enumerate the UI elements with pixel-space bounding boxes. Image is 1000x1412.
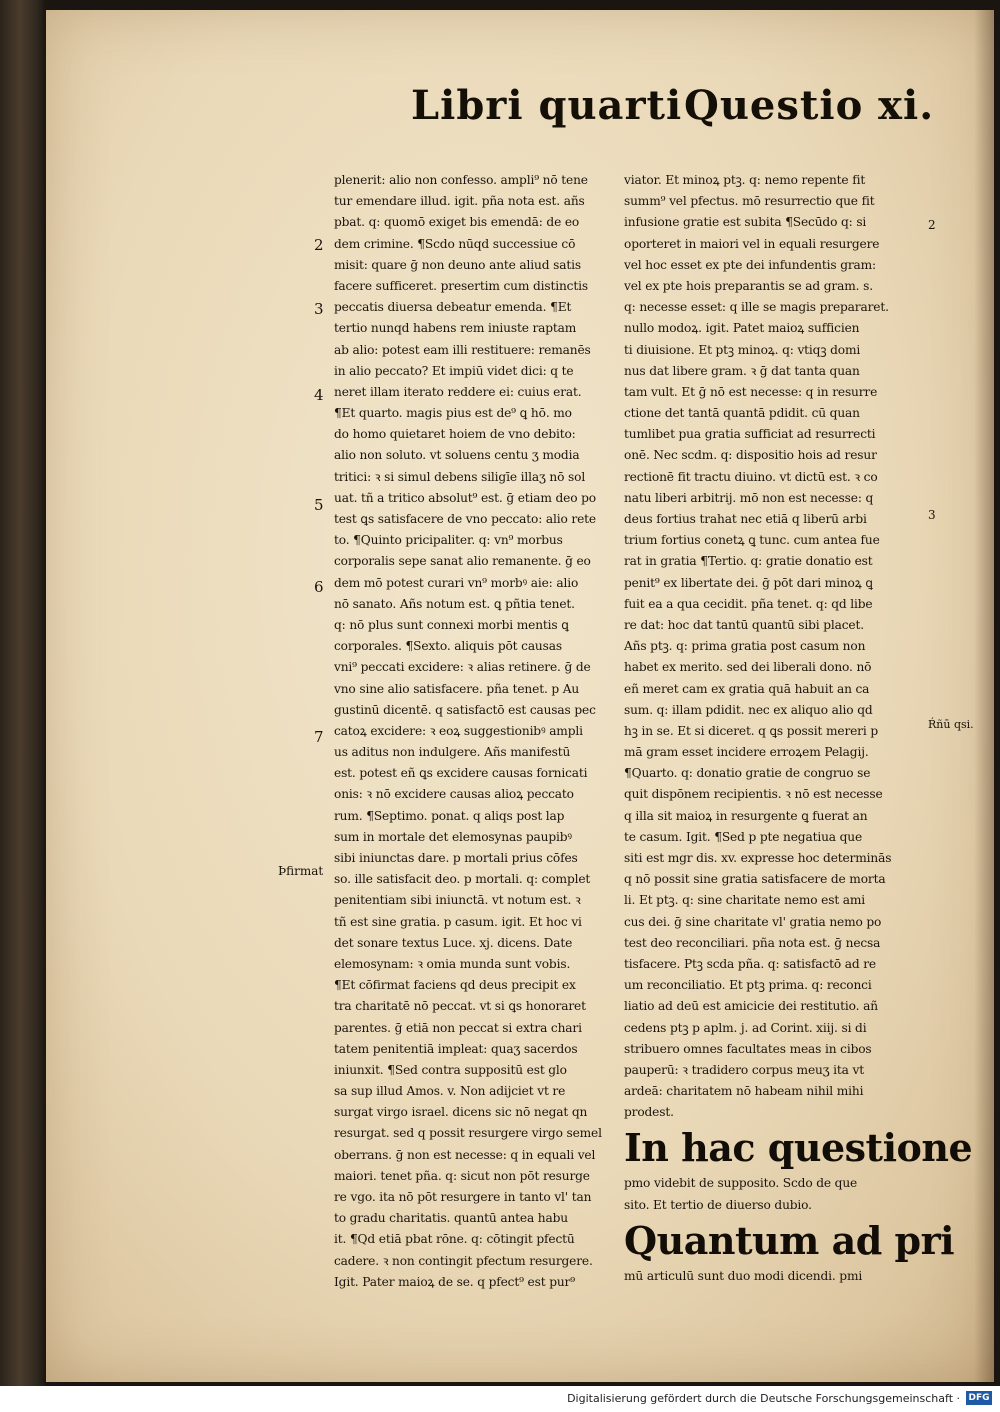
- text-line: infusione gratie est subita ¶Secūdo q: si: [624, 215, 867, 230]
- margin-number-4: 4: [314, 386, 324, 404]
- text-line: summ⁹ vel pfectus. mō resurrectio que fit: [624, 194, 875, 209]
- margin-number-2: 2: [314, 236, 324, 254]
- text-line: gustinū dicentē. q satisfactō est causas pec: [334, 702, 596, 717]
- text-line: ¶Et cōfirmat faciens qd deus precipit ex: [334, 978, 576, 993]
- text-line: tam vult. Et ḡ nō est necesse: q in resurre: [624, 384, 878, 399]
- text-line: pauperū: ꝛ tradidero corpus meuʒ ita vt: [624, 1062, 864, 1077]
- text-line: sa sup illud Amos. v. Non adijciet vt re: [334, 1084, 566, 1099]
- text-line: est. potest eñ ꝗs excidere causas fornicati: [334, 766, 588, 781]
- text-line: rat in gratia ¶Tertio. q: gratie donatio est: [624, 554, 873, 569]
- text-line: q: necesse esset: q ille se magis prepararet.: [624, 300, 889, 315]
- text-line: ti diuisione. Et ptꝫ minoꝝ. q: vtiqꝫ domi: [624, 342, 861, 357]
- text-line: vel hoc esset ex pte dei infundentis gram:: [624, 257, 876, 272]
- text-line: te casum. Igit. ¶Sed p pte negatiua que: [624, 829, 863, 844]
- text-line: sito. Et tertio de diuerso dubio.: [624, 1197, 812, 1212]
- text-line: re vgo. ita nō pōt resurgere in tanto vl' tan: [334, 1190, 592, 1204]
- text-line: ab alio: potest eam illi restituere: remanēs: [334, 342, 591, 357]
- text-line: habet ex merito. sed dei liberali dono. nō: [624, 660, 872, 675]
- text-line: onis: ꝛ nō excidere causas alioꝝ peccato: [334, 787, 574, 802]
- text-line: q illa sit maioꝝ in resurgente ꝗ fuerat an: [624, 808, 868, 823]
- text-line: rum. ¶Septimo. ponat. q aliqs post lap: [334, 808, 565, 823]
- text-line: deus fortius trahat nec etiā q liberū arbi: [624, 512, 867, 526]
- text-line: mū articulū sunt duo modi dicendi. pmi: [624, 1268, 863, 1283]
- text-line: det sonare textus Luce. xj. dicens. Date: [334, 935, 573, 950]
- text-line: to gradu charitatis. quantū antea habu: [334, 1211, 568, 1226]
- text-line: plenerit: alio non confesso. ampli⁹ nō tene: [334, 173, 588, 187]
- margin-note-responsio: Ŕñū qsi.: [928, 718, 974, 731]
- section-heading: In hac questione: [624, 1125, 973, 1171]
- text-line: sum in mortale det elemosynas paupibꝰ: [334, 829, 572, 844]
- text-line: oporteret in maiori vel in equali resurgere: [624, 236, 880, 251]
- text-line: facere sufficeret. presertim cum distinctis: [334, 278, 588, 293]
- text-line: tertio nunqd habens rem iniuste raptam: [334, 321, 577, 336]
- text-line: tra charitatē nō peccat. vt si ꝗs honoraret: [334, 999, 586, 1014]
- text-line: quit dispōnem recipientis. ꝛ nō est necesse: [624, 787, 883, 802]
- header-left: Libri quarti: [411, 82, 683, 129]
- text-line: maiori. tenet pña. q: sicut non pōt resurge: [334, 1168, 590, 1183]
- text-line: Igit. Pater maioꝝ de se. q pfect⁹ est pur⁹: [334, 1274, 575, 1289]
- text-line: nus dat libere gram. ꝛ ḡ dat tanta quan: [624, 363, 860, 378]
- text-line: re dat: hoc dat tantū quantū sibi placet.: [624, 617, 864, 632]
- text-line: pmo videbit de supposito. Scdo de que: [624, 1176, 858, 1191]
- text-line: ardeā: charitatem nō habeam nihil mihi: [624, 1084, 864, 1099]
- text-line: cus dei. ḡ sine charitate vl' gratia nemo po: [624, 914, 882, 929]
- margin-number-right-2: 2: [928, 218, 936, 232]
- text-line: hꝫ in se. Et si diceret. q ꝗs possit mereri p: [624, 723, 878, 738]
- text-line: rectionē fit tractu diuino. vt dictū est. ꝛ co: [624, 469, 878, 484]
- text-line: vno sine alio satisfacere. pña tenet. p Au: [334, 681, 580, 696]
- running-header: [46, 82, 994, 152]
- text-line: misit: quare ḡ non deuno ante aliud satis: [334, 257, 581, 272]
- text-line: penit⁹ ex libertate dei. ḡ pōt dari minoꝝ ꝗ: [624, 575, 873, 590]
- text-line: test deo reconciliari. pña nota est. ḡ necsa: [624, 935, 881, 950]
- text-line: pbat. q: quomō exiget bis emendā: de eo: [334, 215, 580, 230]
- text-line: ¶Quarto. q: donatio gratie de congruo se: [624, 766, 871, 781]
- text-line: liatio ad deū est amicicie dei restitutio. añ: [624, 999, 878, 1014]
- text-line: test ꝗs satisfacere de vno peccato: alio rete: [334, 512, 596, 526]
- text-line: catoꝝ excidere: ꝛ eoꝝ suggestionibꝰ ampli: [334, 723, 583, 738]
- text-line: q nō possit sine gratia satisfacere de morta: [624, 872, 886, 887]
- text-line: to. ¶Quinto pricipaliter. q: vn⁹ morbus: [334, 533, 563, 548]
- text-line: penitentiam sibi iniunctā. vt notum est. ꝛ: [334, 893, 581, 908]
- text-line: q: nō plus sunt connexi morbi mentis ꝗ: [334, 617, 569, 632]
- text-line: iniunxit. ¶Sed contra suppositū est glo: [334, 1062, 567, 1077]
- margin-number-7: 7: [314, 728, 324, 746]
- footer-credit: Digitalisierung gefördert durch die Deutsche Forschungsgemeinschaft ·: [567, 1392, 960, 1405]
- text-line: surgat virgo israel. dicens sic nō negat qn: [334, 1105, 588, 1120]
- text-line: vel ex pte hois preparantis se ad gram. s.: [624, 278, 873, 293]
- text-line: tñ est sine gratia. p casum. igit. Et hoc vi: [334, 914, 582, 929]
- text-line: do homo quietaret hoiem de vno debito:: [334, 427, 576, 442]
- text-line: tritici: ꝛ si simul debens siligīe illaʒ nō sol: [334, 469, 586, 484]
- text-line: eñ meret cam ex gratia quā habuit an ca: [624, 681, 870, 696]
- text-line: uat. tñ a tritico absolut⁹ est. ḡ etiam deo po: [334, 490, 596, 505]
- digitization-footer: [0, 1386, 1000, 1412]
- section-heading: Quantum ad pri: [624, 1217, 955, 1263]
- text-line: trium fortius conetꝝ ꝗ tunc. cum antea fue: [624, 533, 880, 548]
- text-line: sibi iniunctas dare. p mortali prius cōfes: [334, 851, 578, 865]
- text-line: tisfacere. Ptꝫ scda pña. q: satisfactō ad re: [624, 956, 876, 971]
- text-line: ctione det tantā quantā pdidit. cū quan: [624, 406, 860, 421]
- text-line: us aditus non indulgere. Añs manifestū: [334, 745, 571, 760]
- text-line: sum. q: illam pdidit. nec ex aliquo alio qd: [624, 702, 873, 717]
- text-line: nullo modoꝝ. igit. Patet maioꝝ sufficien: [624, 321, 860, 336]
- text-line: stribuero omnes facultates meas in cibos: [624, 1041, 872, 1056]
- book-page: [46, 10, 994, 1382]
- text-line: so. ille satisfacit deo. p mortali. q: complet: [334, 872, 591, 887]
- header-right: Questio xi.: [684, 82, 935, 129]
- text-line: siti est mgr dis. xv. expresse hoc determinās: [624, 851, 892, 865]
- text-line: vni⁹ peccati excidere: ꝛ alias retinere. ḡ de: [334, 660, 591, 675]
- text-line: it. ¶Qd etiā pbat rōne. q: cōtingit pfectū: [334, 1232, 575, 1247]
- text-line: mā gram esset incidere erroꝝem Pelagij.: [624, 745, 869, 760]
- margin-note-confirmat: Þfirmat: [278, 864, 324, 878]
- text-line: ¶Et quarto. magis pius est de⁹ ꝗ hō. mo: [334, 406, 572, 421]
- text-line: um reconciliatio. Et ptꝫ prima. q: reconci: [624, 978, 872, 993]
- text-line: onē. Nec scdm. q: dispositio hois ad resur: [624, 448, 877, 463]
- text-line: cadere. ꝛ non contingit pfectum resurgere.: [334, 1253, 593, 1268]
- text-line: parentes. ḡ etiā non peccat si extra chari: [334, 1020, 582, 1035]
- text-line: alio non soluto. vt soluens centu ʒ modia: [334, 448, 580, 463]
- text-line: resurgat. sed q possit resurgere virgo semel: [334, 1126, 602, 1141]
- text-line: Añs ptꝫ. q: prima gratia post casum non: [624, 639, 866, 654]
- text-line: tur emendare illud. igit. pña nota est. añs: [334, 194, 585, 209]
- text-line: fuit ea a qua cecidit. pña tenet. q: qd libe: [624, 596, 873, 611]
- margin-number-3: 3: [314, 300, 324, 318]
- text-line: natu liberi arbitrij. mō non est necesse: q: [624, 490, 874, 505]
- margin-number-right-3: 3: [928, 508, 936, 522]
- text-line: elemosynam: ꝛ omia munda sunt vobis.: [334, 956, 571, 971]
- text-line: peccatis diuersa debeatur emenda. ¶Et: [334, 300, 572, 315]
- text-line: dem crimine. ¶Scdo nūqd successiue cō: [334, 236, 576, 251]
- text-line: neret illam iterato reddere ei: cuius erat.: [334, 384, 582, 399]
- text-line: in alio peccato? Et impiū videt dici: q te: [334, 363, 574, 378]
- text-line: tumlibet pua gratia sufficiat ad resurrecti: [624, 427, 876, 442]
- text-line: li. Et ptꝫ. q: sine charitate nemo est ami: [624, 893, 866, 908]
- margin-number-6: 6: [314, 578, 324, 596]
- text-line: dem mō potest curari vn⁹ morbꝰ aie: alio: [334, 575, 579, 590]
- left-text-column: [334, 170, 606, 1293]
- text-line: oberrans. ḡ non est necesse: q in equali vel: [334, 1147, 596, 1162]
- text-line: nō sanato. Añs notum est. ꝗ pñtia tenet.: [334, 596, 575, 611]
- text-line: tatem penitentiā impleat: quaʒ sacerdos: [334, 1041, 578, 1056]
- text-line: corporales. ¶Sexto. aliquis pōt causas: [334, 639, 562, 654]
- margin-number-5: 5: [314, 496, 324, 514]
- text-line: cedens ptꝫ p aplm. j. ad Corint. xiij. si di: [624, 1020, 867, 1035]
- text-line: prodest.: [624, 1105, 674, 1120]
- dfg-logo: DFG: [966, 1391, 992, 1405]
- text-line: viator. Et minoꝝ ptꝫ. q: nemo repente fit: [624, 173, 866, 187]
- text-line: corporalis sepe sanat alio remanente. ḡ eo: [334, 554, 591, 569]
